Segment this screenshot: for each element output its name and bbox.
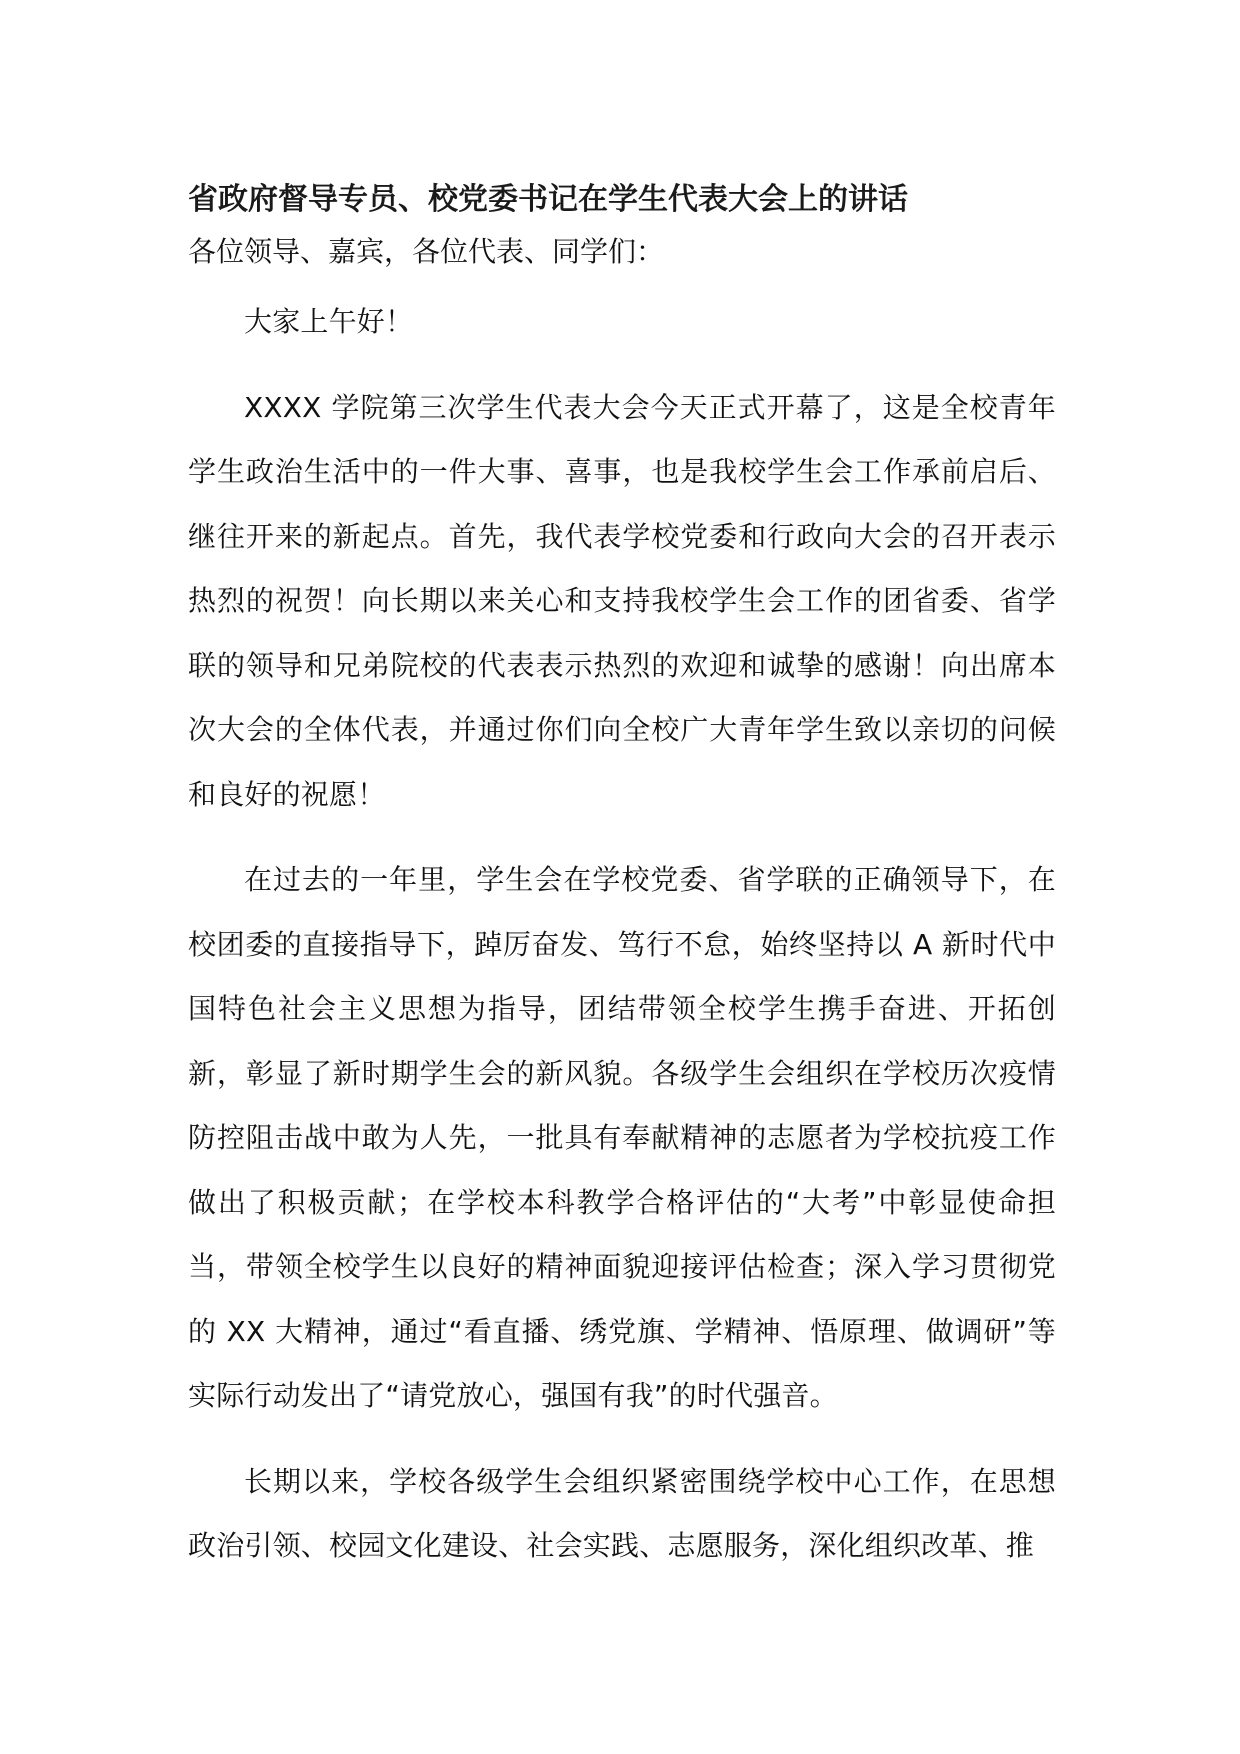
paragraph-greeting: 大家上午好！ [244,305,414,338]
paragraph-past-year: 在过去的一年里，学生会在学校党委、省学联的正确领导下，在校团委的直接指导下，踔厉奋发、笃行不怠，始终坚持以 A 新时代中国特色社会主义思想为指导，团结带领全校学生携手奋进、开拓创新，彰显了新时期学生会的新风貌。各级学生会组织在学校历次疫情防控阻击战中敢为人先，一批具有奉献精神的志愿者为学校抗疫工作做出了积极贡献；在学校本科教学合格评估的“大考”中彰显使命担当，带领全校学生以良好的精神面貌迎接评估检查；深入学习贯彻党的 XX 大精神，通过“看直播、绣党旗、学精神、悟原理、做调研”等实际行动发出了“请党放心，强国有我”的时代强音。 [188,863,1056,1412]
paragraph-long-term: 长期以来，学校各级学生会组织紧密围绕学校中心工作，在思想政治引领、校园文化建设、社会实践、志愿服务，深化组织改革、推 [188,1464,1056,1562]
document-body [188,176,1056,1579]
document-title: 省政府督导专员、校党委书记在学生代表大会上的讲话 [188,182,908,217]
salutation: 各位领导、嘉宾，各位代表、同学们： [188,235,665,268]
paragraph-opening: XXXX 学院第三次学生代表大会今天正式开幕了，这是全校青年学生政治生活中的一件大事、喜事，也是我校学生会工作承前启后、继往开来的新起点。首先，我代表学校党委和行政向大会的召开表示热烈的祝贺！向长期以来关心和支持我校学生会工作的团省委、省学联的领导和兄弟院校的代表表示热烈的欢迎和诚挚的感谢！向出席本次大会的全体代表，并通过你们向全校广大青年学生致以亲切的问候和良好的祝愿！ [188,390,1056,811]
